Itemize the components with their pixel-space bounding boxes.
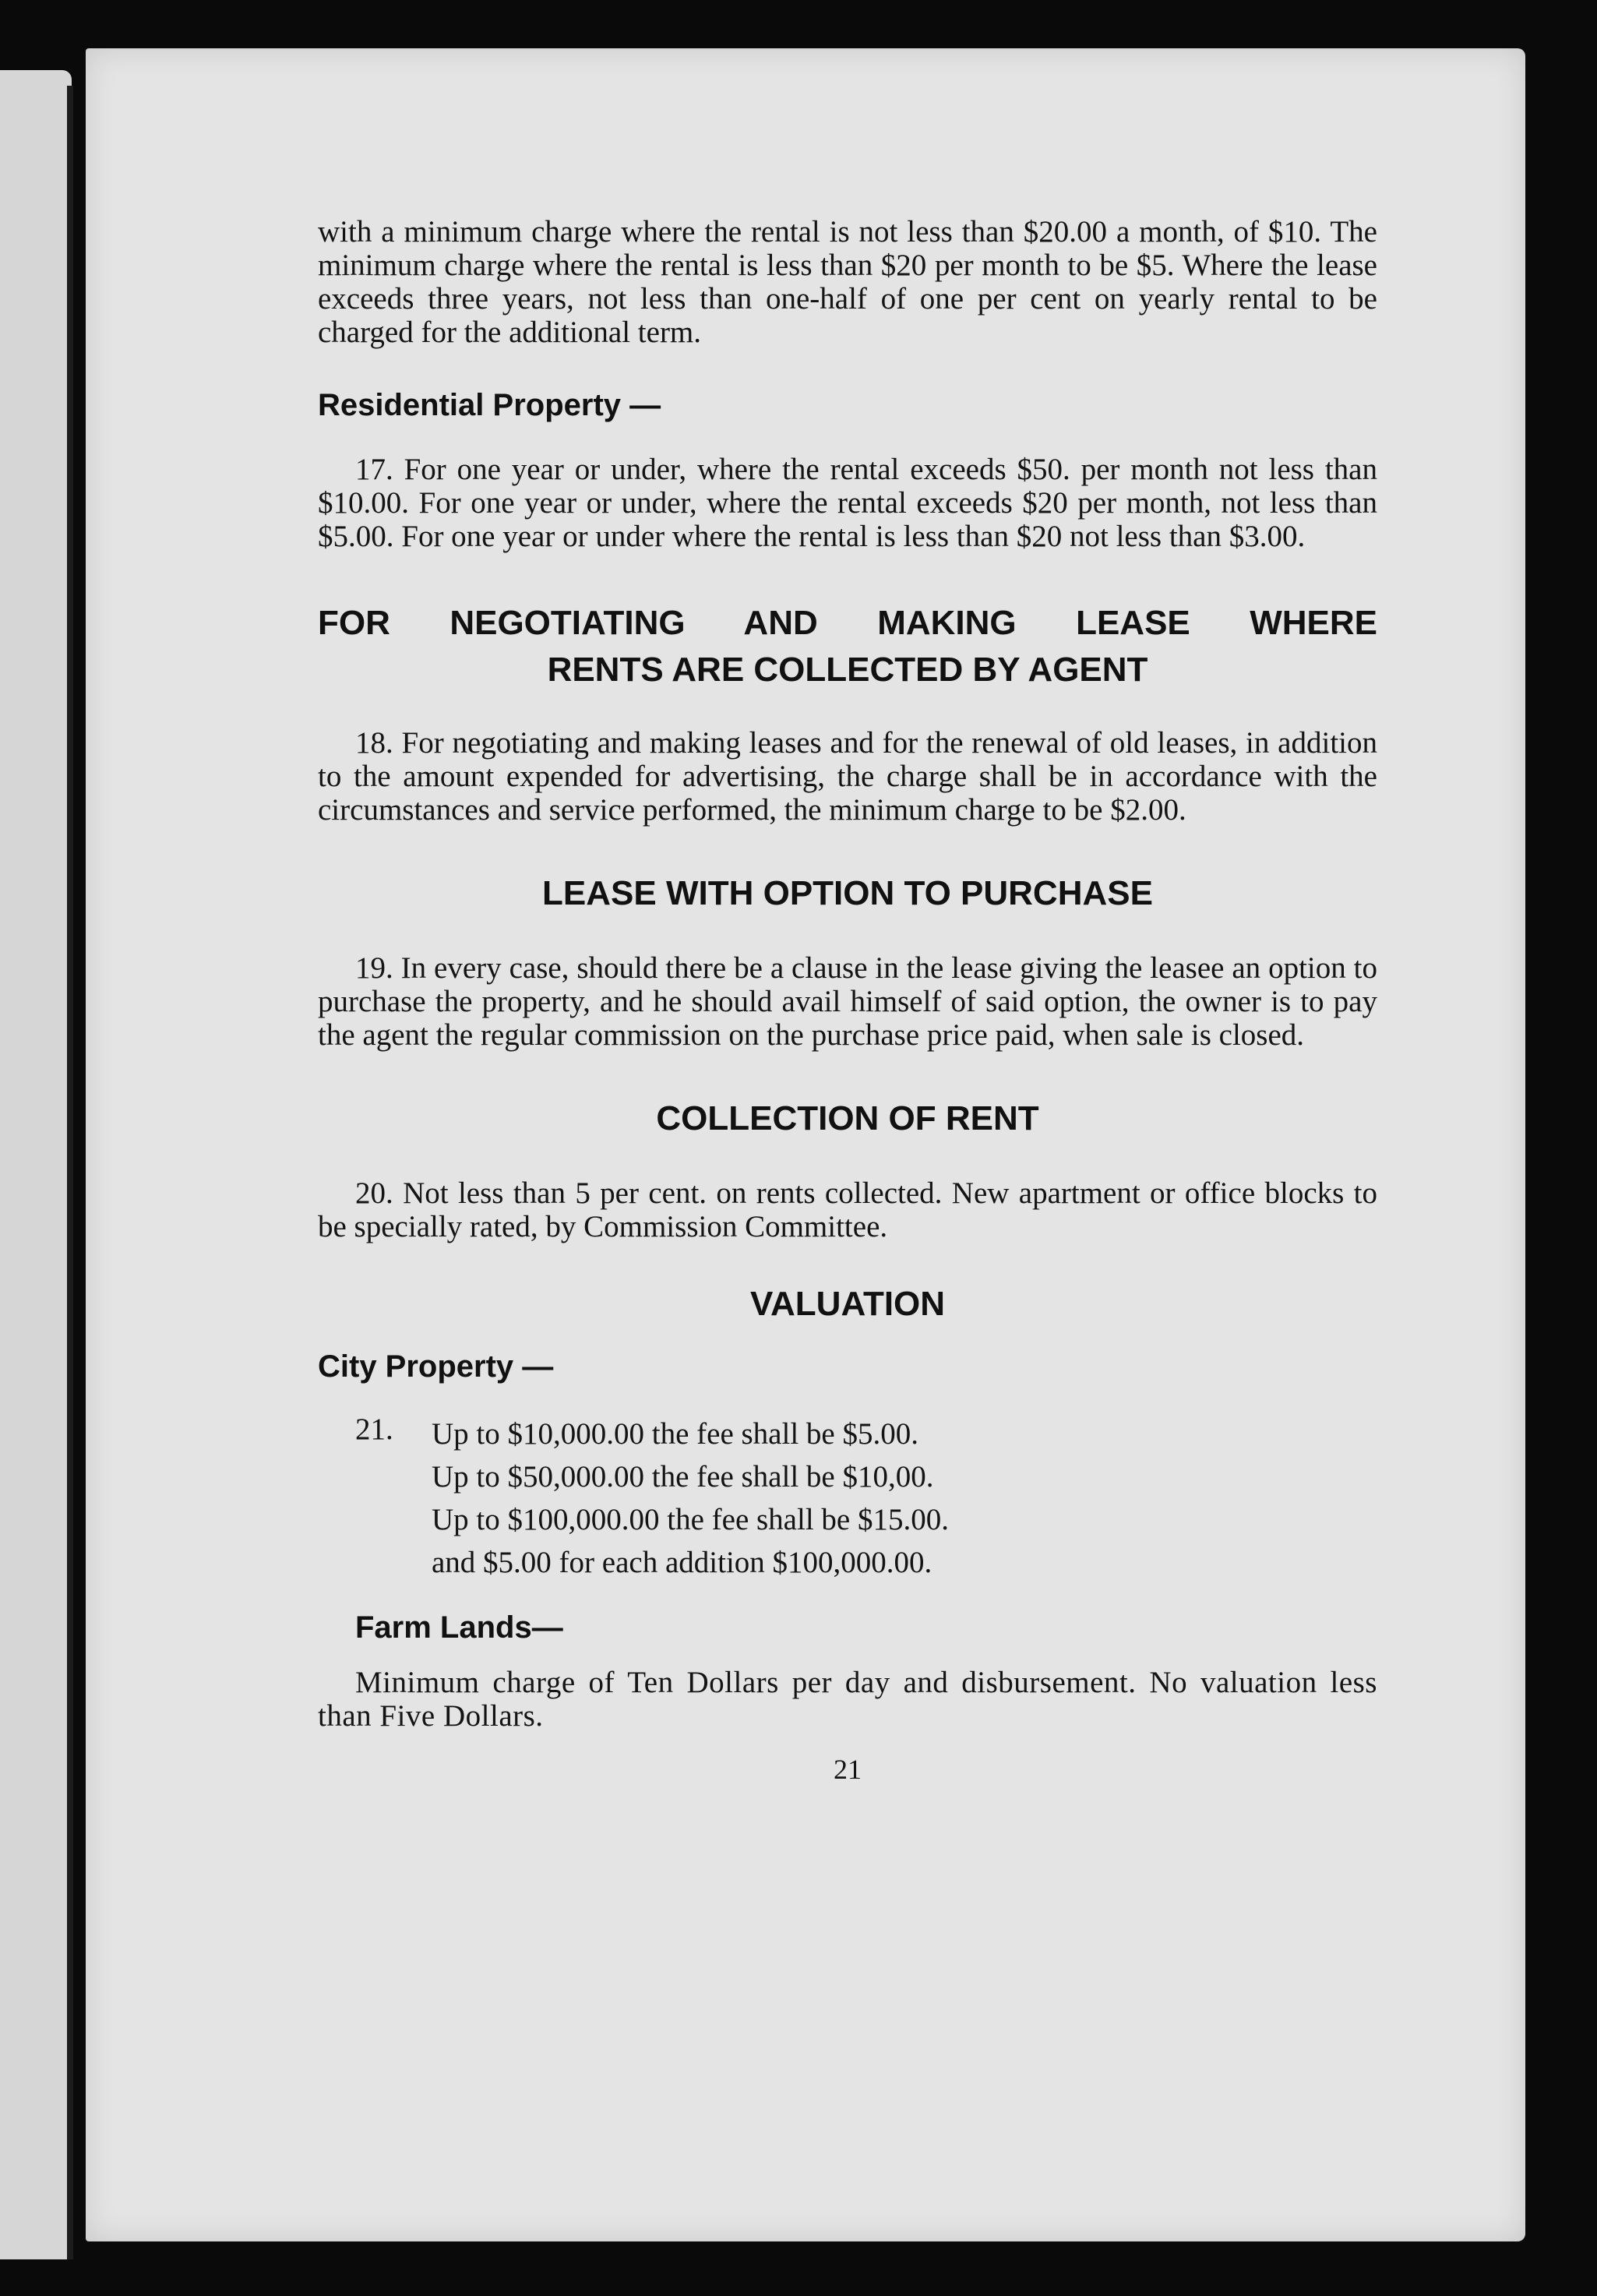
- page-content: [318, 215, 1377, 1815]
- negotiating-heading-line1: FOR NEGOTIATING AND MAKING LEASE WHERE: [318, 604, 1377, 642]
- collection-heading: COLLECTION OF RENT: [656, 1099, 1039, 1137]
- fee-schedule-lines: [432, 1413, 1377, 1584]
- residential-subheading: Residential Property —: [318, 388, 661, 422]
- fee-schedule: [318, 1413, 1377, 1584]
- fee-line: Up to $10,000.00 the fee shall be $5.00.: [432, 1417, 918, 1451]
- farm-lands-paragraph: Minimum charge of Ten Dollars per day and disbursement. No valuation less than Five Dollars.: [318, 1666, 1377, 1733]
- negotiating-heading-line2: RENTS ARE COLLECTED BY AGENT: [547, 651, 1148, 689]
- fee-line: Up to $50,000.00 the fee shall be $10,00.: [432, 1460, 934, 1494]
- document-page: [86, 48, 1525, 2241]
- book-spine-shadow: [67, 86, 73, 2259]
- collection-paragraph: 20. Not less than 5 per cent. on rents collected. New apartment or office blocks to be specially rated, by Commission Committee.: [318, 1176, 1377, 1243]
- option-paragraph: 19. In every case, should there be a clause in the lease giving the leasee an option to purchase the property, and he should avail himself of said option, the owner is to pay the agent the regular commission on the purchase price paid, when sale is closed.: [318, 951, 1377, 1052]
- fee-schedule-number: 21.: [355, 1413, 393, 1446]
- negotiating-paragraph: 18. For negotiating and making leases and for the renewal of old leases, in addition to the amount expended for advertising, the charge shall be in accordance with the circumstances and service performed, the minimum charge to be $2.00.: [318, 726, 1377, 827]
- left-page-edge: [0, 70, 72, 2259]
- option-heading: LEASE WITH OPTION TO PURCHASE: [542, 874, 1153, 912]
- valuation-heading: VALUATION: [749, 1285, 946, 1323]
- intro-paragraph: with a minimum charge where the rental is not less than $20.00 a month, of $10. The minimum charge where the rental is less than $20 per month to be $5. Where the lease exceeds three years, not less than one-half of one per cent on yearly rental to be charged for the additional term.: [318, 215, 1377, 349]
- farm-lands-subheading: Farm Lands—: [355, 1610, 563, 1645]
- fee-line: Up to $100,000.00 the fee shall be $15.00.: [432, 1503, 949, 1536]
- fee-line: and $5.00 for each addition $100,000.00.: [432, 1546, 932, 1579]
- residential-paragraph: 17. For one year or under, where the rental exceeds $50. per month not less than $10.00. For one year or under, where the rental exceeds $20 per month, not less than $5.00. For one year or under where the rental is less than $20 not less than $3.00.: [318, 453, 1377, 553]
- page-number: 21: [834, 1754, 862, 1785]
- city-property-subheading: City Property —: [318, 1349, 554, 1384]
